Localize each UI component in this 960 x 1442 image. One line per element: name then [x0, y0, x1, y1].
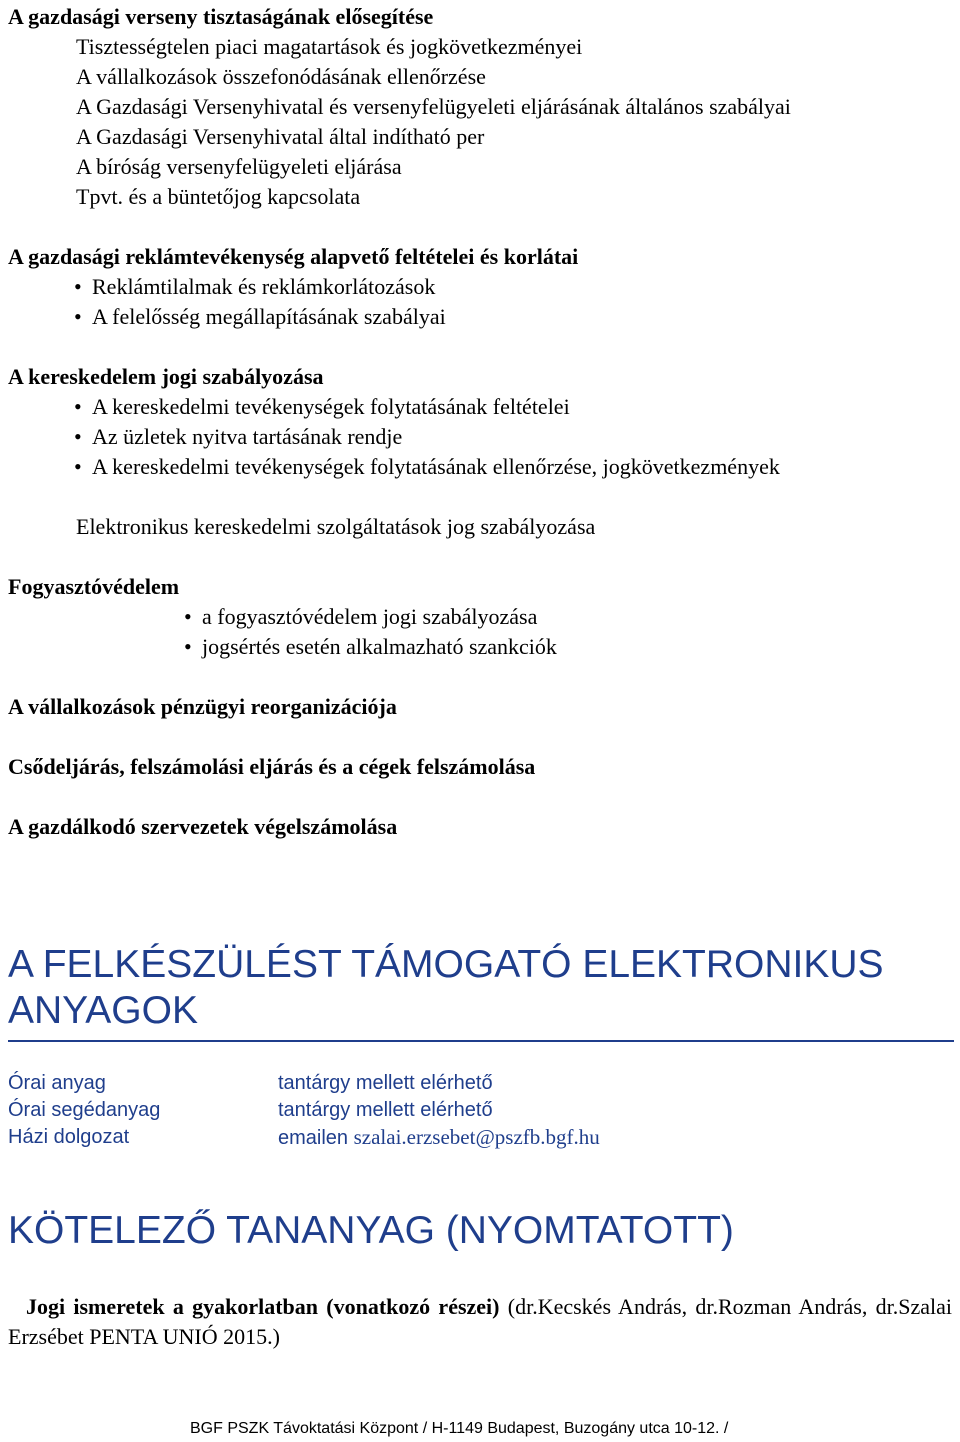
email-link[interactable]: szalai.erzsebet@pszfb.bgf.hu — [353, 1125, 600, 1149]
material-label: Órai segédanyag — [8, 1099, 161, 1121]
list-item: Elektronikus kereskedelmi szolgáltatások jog szabályozása — [76, 514, 596, 539]
bullet-icon: • — [74, 274, 82, 299]
bullet-text: Reklámtilalmak és reklámkorlátozások — [92, 274, 436, 299]
material-value: tantárgy mellett elérhető — [278, 1099, 493, 1121]
section-heading-consumer-protection: Fogyasztóvédelem — [8, 574, 180, 599]
book-title: Jogi ismeretek a gyakorlatban (vonatkozó részei) — [26, 1294, 500, 1319]
list-item: A vállalkozások összefonódásának ellenőrzése — [76, 64, 486, 89]
bullet-text: A kereskedelmi tevékenységek folytatásának ellenőrzése, jogkövetkezmények — [92, 454, 780, 479]
list-item: Tpvt. és a büntetőjog kapcsolata — [76, 184, 361, 209]
list-item: Tisztességtelen piaci magatartások és jogkövetkezményei — [76, 34, 583, 59]
bullet-text: A felelősség megállapításának szabályai — [92, 304, 446, 329]
list-item: A Gazdasági Versenyhivatal és versenyfelügyeleti eljárásának általános szabályai — [76, 94, 791, 119]
book-reference — [8, 1292, 952, 1352]
required-title: KÖTELEZŐ TANANYAG (NYOMTATOTT) — [8, 1209, 734, 1252]
bullet-icon: • — [74, 454, 82, 479]
bullet-item — [74, 422, 402, 452]
bullet-item — [74, 452, 780, 482]
bullet-icon: • — [74, 304, 82, 329]
bullet-item — [74, 392, 570, 422]
material-value-text: emailen — [278, 1127, 349, 1149]
material-label: Házi dolgozat — [8, 1126, 130, 1148]
materials-title: A FELKÉSZÜLÉST TÁMOGATÓ ELEKTRONIKUS — [8, 943, 884, 986]
footer-text: BGF PSZK Távoktatási Központ / H-1149 Budapest, Buzogány utca 10-12. / — [190, 1420, 729, 1437]
materials-title-continued: ANYAGOK — [8, 989, 198, 1032]
section-heading-advertising: A gazdasági reklámtevékenység alapvető feltételei és korlátai — [8, 244, 579, 269]
divider — [8, 1040, 954, 1042]
list-item: A bíróság versenyfelügyeleti eljárása — [76, 154, 402, 179]
bullet-item — [184, 602, 537, 632]
bullet-icon: • — [184, 634, 192, 659]
list-item: A Gazdasági Versenyhivatal által indítható per — [76, 124, 485, 149]
material-value — [278, 1124, 600, 1152]
bullet-item — [74, 272, 435, 302]
section-heading-liquidation: A gazdálkodó szervezetek végelszámolása — [8, 814, 398, 839]
bullet-icon: • — [74, 424, 82, 449]
book-authors: (dr.Kecskés András, dr.Rozman András, dr.Szalai Erzsébet PENTA UNIÓ 2015.) — [8, 1294, 952, 1349]
bullet-text: jogsértés esetén alkalmazható szankciók — [202, 634, 557, 659]
material-label: Órai anyag — [8, 1072, 106, 1094]
section-heading-competition: A gazdasági verseny tisztaságának elősegítése — [8, 4, 434, 29]
bullet-text: a fogyasztóvédelem jogi szabályozása — [202, 604, 538, 629]
bullet-icon: • — [74, 394, 82, 419]
section-heading-bankruptcy: Csődeljárás, felszámolási eljárás és a cégek felszámolása — [8, 754, 536, 779]
bullet-text: A kereskedelmi tevékenységek folytatásának feltételei — [92, 394, 570, 419]
section-heading-reorganization: A vállalkozások pénzügyi reorganizációja — [8, 694, 397, 719]
section-heading-commerce: A kereskedelem jogi szabályozása — [8, 364, 324, 389]
bullet-icon: • — [184, 604, 192, 629]
bullet-item — [74, 302, 446, 332]
material-value: tantárgy mellett elérhető — [278, 1072, 493, 1094]
bullet-text: Az üzletek nyitva tartásának rendje — [92, 424, 403, 449]
bullet-item — [184, 632, 557, 662]
